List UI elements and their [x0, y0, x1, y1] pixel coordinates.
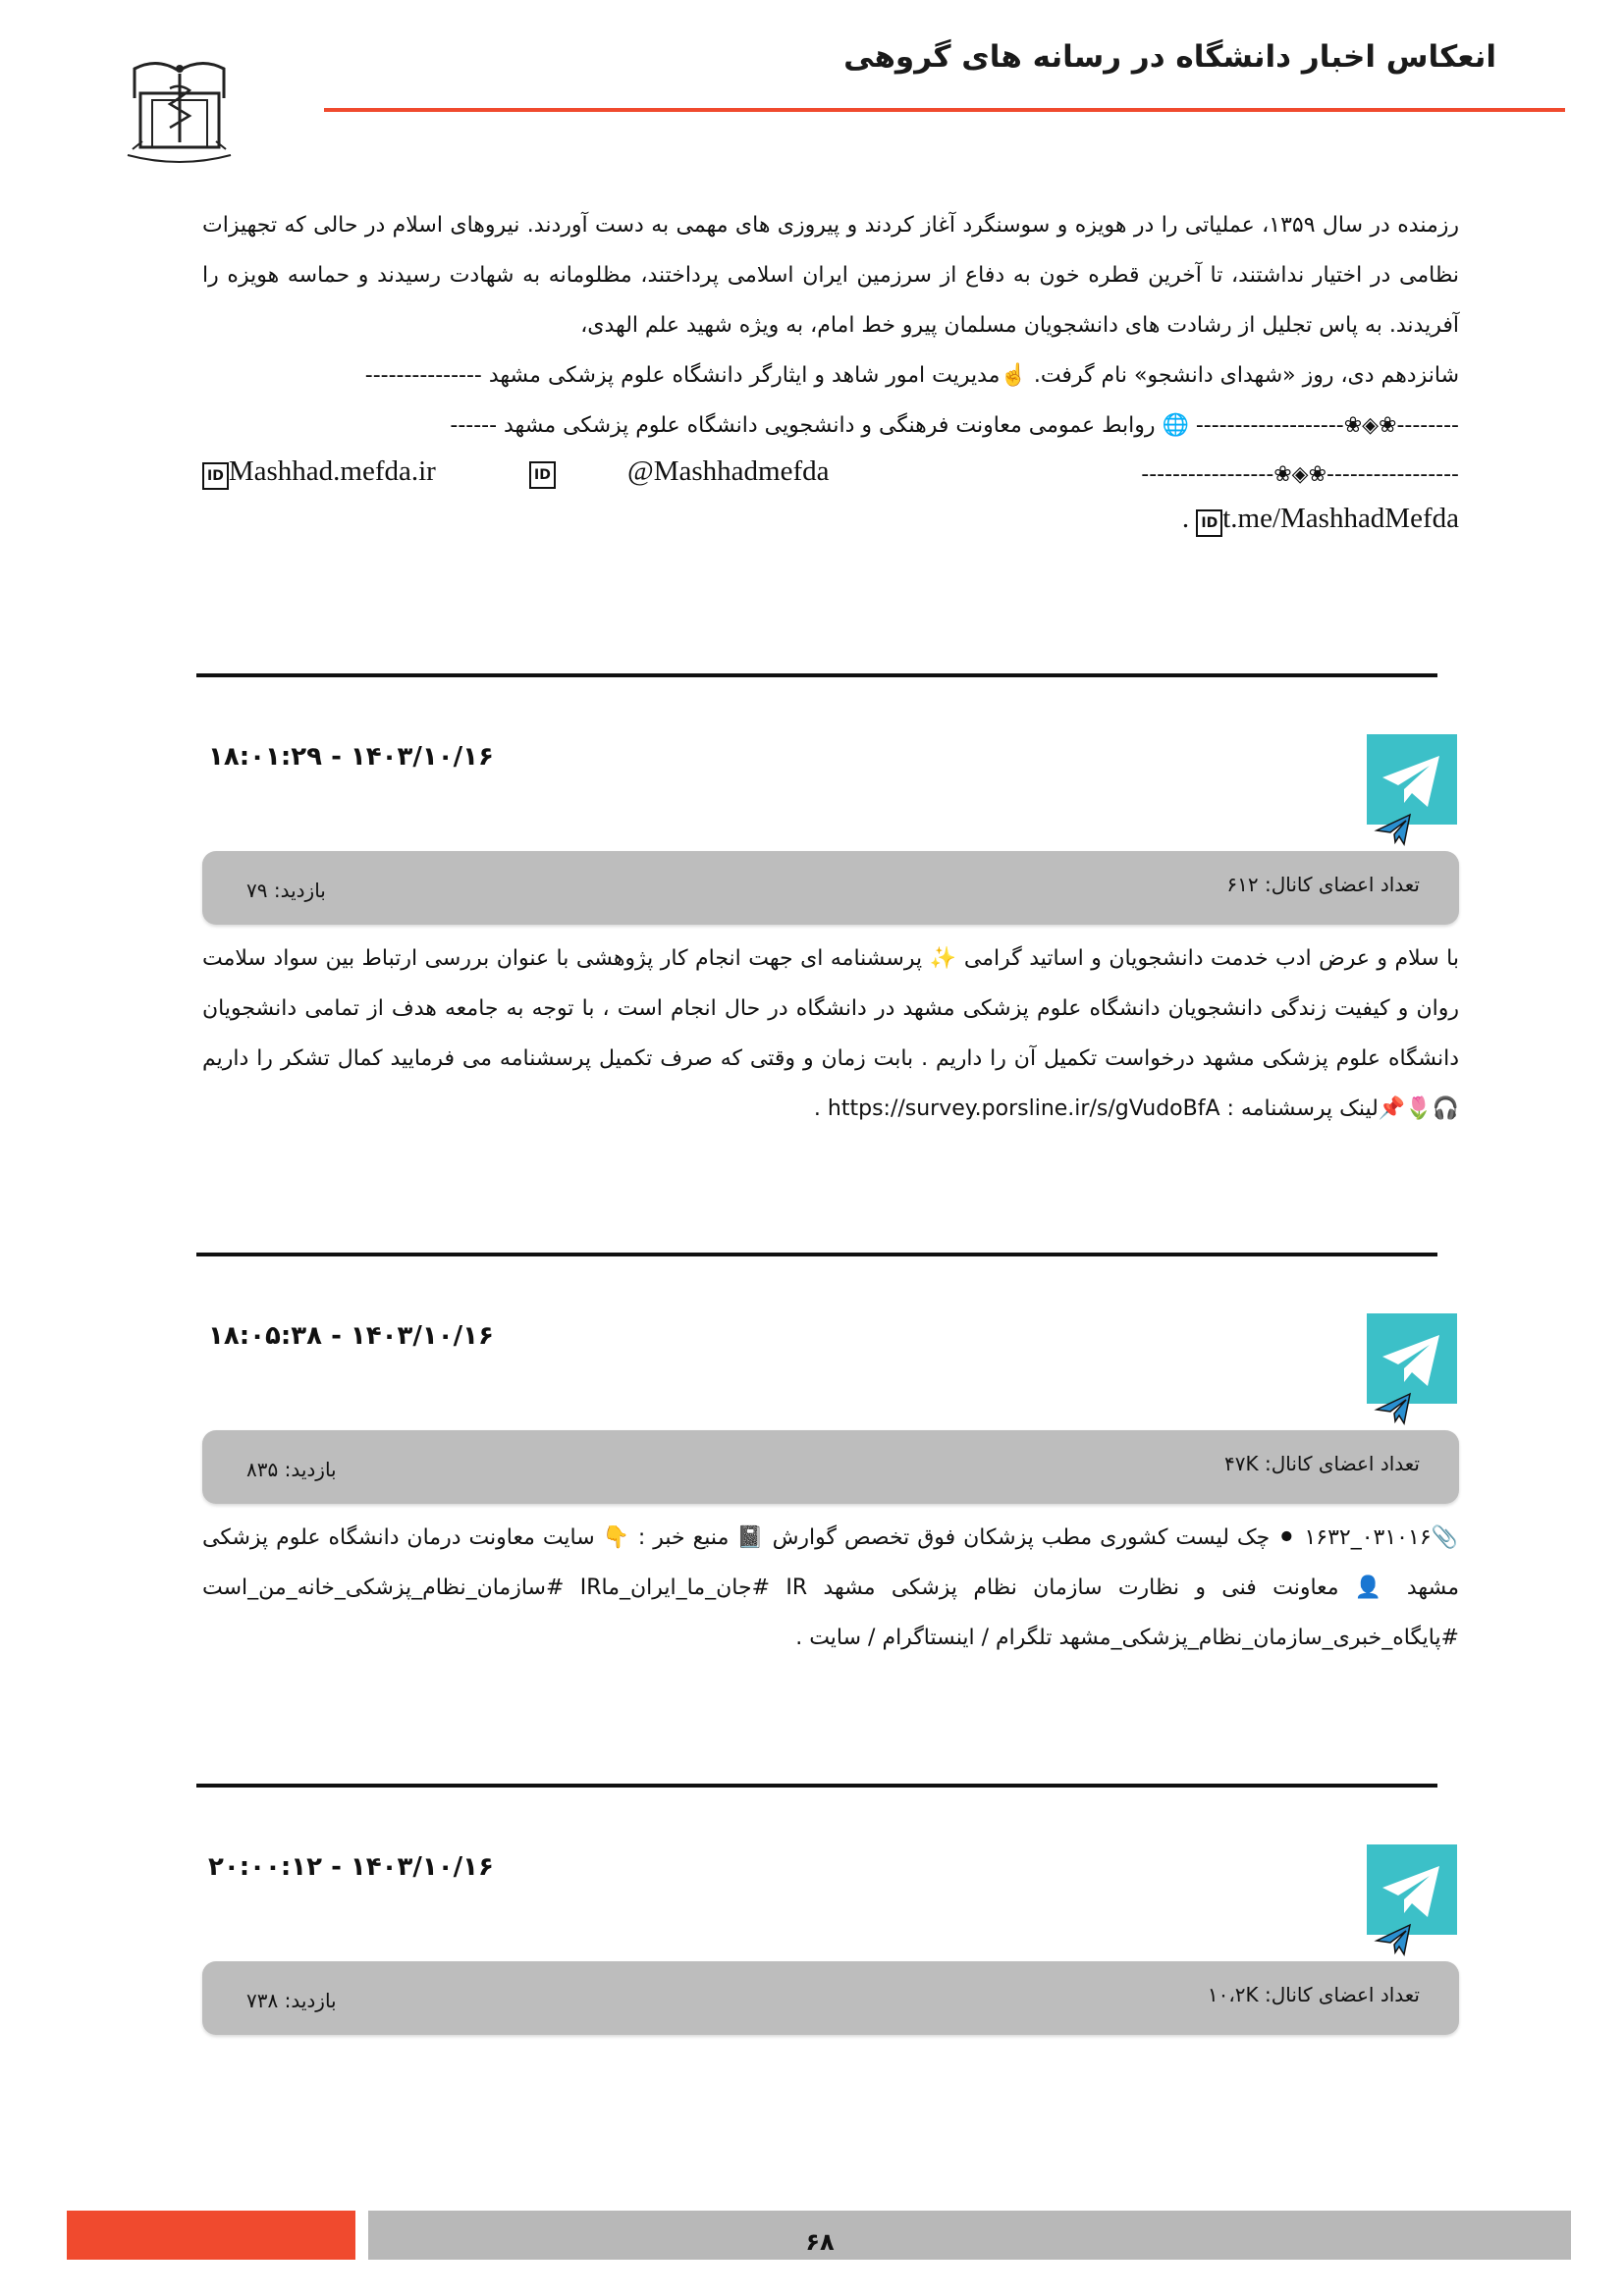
intro-line-credit: شانزدهم دی، روز «شهدای دانشجو» نام گرفت. ☝️مدیریت امور شاهد و ایثارگر دانشگاه علوم پزشکی مشهد ---------------	[364, 363, 1459, 388]
intro-line-tme: . ID t.me/MashhadMefda	[1182, 503, 1459, 537]
section-divider	[196, 673, 1437, 677]
stats-bar	[202, 851, 1459, 925]
views-count: بازدید: ۸۳۵	[246, 1458, 337, 1481]
page-number: ۶۸	[805, 2228, 835, 2256]
contact-tme[interactable]: t.me/MashhadMefda	[1222, 503, 1459, 534]
contact-site-group	[202, 455, 436, 490]
intro-line-contacts	[202, 450, 1459, 500]
university-logo	[113, 39, 245, 172]
header-rule	[324, 108, 1565, 112]
section-divider	[196, 1253, 1437, 1256]
views-count: بازدید: ۷۹	[246, 879, 326, 902]
footer-accent-bar	[67, 2211, 355, 2260]
telegram-icon	[1367, 1313, 1457, 1404]
university-seal-icon	[113, 39, 245, 172]
post-datetime: ۱۴۰۳/۱۰/۱۶ - ۱۸:۰۵:۳۸	[208, 1321, 494, 1351]
post-datetime: ۱۴۰۳/۱۰/۱۶ - ۲۰:۰۰:۱۲	[208, 1852, 494, 1882]
section-divider	[196, 1784, 1437, 1788]
stats-bar	[202, 1430, 1459, 1504]
post-body: 📎۰۳۱۰۱۶_۱۶۳۲ ⚫ چک لیست کشوری مطب پزشکان فوق تخصص گوارش 📓 منبع خبر : 👇 سایت معاونت درمان دانشگاه علوم پزشکی مشهد 👤 معاونت فنی و نظارت سازمان نظام پزشکی مشهد IR #جان_ما_ایران_ماIR #سازمان_نظام_پزشکی_خانه_من_است #پایگاه_خبری_سازمان_نظام_پزشکی_مشهد تلگرام / اینستاگرام / سایت .	[202, 1525, 1459, 1650]
contact-site[interactable]: Mashhad.mefda.ir	[228, 455, 436, 487]
telegram-icon	[1367, 1844, 1457, 1935]
contact-handle[interactable]: @Mashhadmefda	[627, 455, 830, 487]
channel-members-count: تعداد اعضای کانال: ۶۱۲	[1226, 873, 1420, 896]
page-title: انعکاس اخبار دانشگاه در رسانه های گروهی	[843, 39, 1496, 75]
id-icon: ID	[1196, 509, 1222, 537]
intro-paragraph: رزمنده در سال ۱۳۵۹، عملیاتی را در هویزه و سوسنگرد آغاز کردند و پیروزی های مهمی به دست آوردند. نیروهای اسلام در حالی که تجهیزات نظامی در اختیار نداشتند، تا آخرین قطره خون به دفاع از سرزمین ایران اسلامی پرداختند، مظلومانه به شهادت رسیدند و حماسه هویزه را آفریدند. به پاس تجلیل از رشادت های دانشجویان مسلمان پیرو خط امام، به ویژه شهید علم الهدی،	[202, 213, 1459, 338]
post-datetime: ۱۴۰۳/۱۰/۱۶ - ۱۸:۰۱:۲۹	[208, 742, 494, 772]
id-icon: ID	[202, 462, 229, 490]
telegram-icon	[1367, 734, 1457, 825]
channel-members-count: تعداد اعضای کانال: ۴۷K	[1224, 1452, 1420, 1475]
stats-bar	[202, 1961, 1459, 2035]
views-count: بازدید: ۷۳۸	[246, 1989, 337, 2012]
post-body: با سلام و عرض ادب خدمت دانشجویان و اساتید گرامی ✨ پرسشنامه ای جهت انجام کار پژوهشی با عنوان بررسی ارتباط بین سواد سلامت روان و کیفیت زندگی دانشجویان دانشگاه علوم پزشکی مشهد در دانشگاه در حال انجام است ، با توجه به جامعه هدف از تمامی دانشجویان دانشگاه علوم پزشکی مشهد درخواست تکمیل آن را داریم . بابت زمان و وقتی که صرف تکمیل پرسشنامه می فرمایید کمال تشکر را داریم 🎧🌷📌لینک پرسشنامه : https://survey.porsline.ir/s/gVudoBfA .	[202, 946, 1459, 1121]
intro-line-relations: --------❀◈❀------------------- 🌐 روابط عمومی معاونت فرهنگی و دانشجویی دانشگاه علوم پزشکی مشهد ------	[450, 413, 1459, 438]
footer-bar	[368, 2211, 1571, 2260]
channel-members-count: تعداد اعضای کانال: ۱۰،۲K	[1207, 1983, 1420, 2006]
id-icon: ID	[529, 461, 556, 489]
contact-dashes: -----------------❀◈❀-----------------	[1141, 462, 1459, 487]
